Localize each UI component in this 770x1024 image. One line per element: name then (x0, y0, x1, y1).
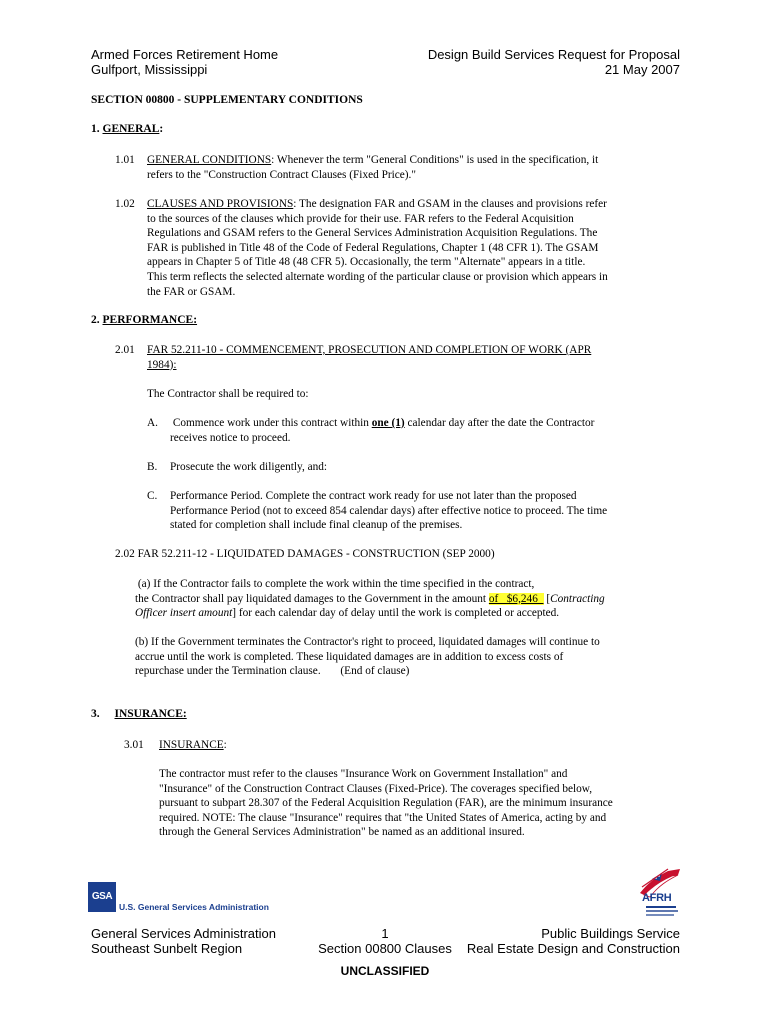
paragraph-2-02-b-line1: (b) If the Government terminates the Contractor's right to proceed, liquidated damages will continue to (135, 636, 600, 648)
header-left (91, 47, 278, 77)
paragraph-1-02-title: CLAUSES AND PROVISIONS (147, 198, 294, 210)
footer-service: Public Buildings Service (541, 926, 680, 941)
paragraph-2-02-a-line1: (a) If the Contractor fails to complete the work within the time specified in the contract, (137, 578, 535, 590)
paragraph-2-02-b-line3: repurchase under the Termination clause. (End of clause) (135, 665, 410, 678)
paragraph-3-01-line: required. NOTE: The clause "Insurance" requires that "the United States of America, acting by and (159, 811, 607, 824)
paragraph-1-02-text: : The designation FAR and GSAM in the clauses and provisions refer (293, 198, 607, 210)
paragraph-3-01-line: pursuant to subpart 28.307 of the Federal Acquisition Regulation (FAR), are the minimum insurance (159, 797, 613, 810)
amount-value: of $6,246 (488, 592, 544, 605)
paragraph-2-02-a (135, 577, 695, 621)
item-a-text-post: calendar day after the date the Contractor (404, 417, 595, 429)
paragraph-1-02-number: 1.02 (115, 198, 135, 210)
gsa-wordmark: U.S. General Services Administration (119, 902, 269, 912)
item-a (170, 416, 680, 445)
paragraph-1-02-line: to the sources of the clauses which provide for their use. FAR refers to the Federal Acquisition (147, 212, 574, 225)
paragraph-2-02-a-line2: the Contractor shall pay liquidated damages to the Government in the amount (135, 592, 489, 605)
item-c-label: C. (147, 490, 158, 502)
paragraph-1-01-text: : Whenever the term "General Conditions" is used in the specification, it (271, 154, 599, 166)
paragraph-2-02-a-italic-2: Officer insert amount (135, 607, 233, 620)
paragraph-3-01-line: through the General Services Administration" be named as an additional insured. (159, 826, 525, 839)
footer-region: Southeast Sunbelt Region (91, 941, 243, 956)
afrh-fine-print-line (646, 910, 678, 912)
paragraph-1-02-line: FAR is published in Title 48 of the Code of Federal Regulations, Chapter 1 (48 CFR 1). The GSAM (147, 241, 599, 254)
paragraph-2-02-heading: 2.02 FAR 52.211-12 - LIQUIDATED DAMAGES - CONSTRUCTION (SEP 2000) (115, 548, 495, 560)
section-2-heading (91, 314, 197, 326)
paragraph-2-01-title-line1: FAR 52.211-10 - COMMENCEMENT, PROSECUTION AND COMPLETION OF WORK (APR (147, 344, 592, 356)
paragraph-2-02-b (135, 635, 695, 679)
paragraph-1-01-line2: refers to the "Construction Contract Clauses (Fixed Price)." (147, 168, 416, 181)
paragraph-1-01-title: GENERAL CONDITIONS (147, 154, 272, 166)
afrh-logo (638, 867, 682, 919)
footer-center (300, 926, 470, 956)
paragraph-1-01 (147, 153, 677, 182)
paragraph-2-02-a-bracket: [ (543, 592, 551, 605)
paragraph-1-02-line: the FAR or GSAM. (147, 285, 236, 298)
paragraph-3-01-colon: : (223, 739, 227, 751)
section-1-colon: : (159, 123, 164, 135)
afrh-wordmark: AFRH (642, 892, 672, 904)
afrh-fine-print-line (646, 906, 676, 908)
classification-marking: UNCLASSIFIED (340, 964, 430, 978)
header-right (428, 47, 680, 77)
paragraph-2-02-a-line3: ] for each calendar day of delay until the work is completed or accepted. (232, 607, 560, 620)
header-document-title: Design Build Services Request for Proposal (427, 47, 680, 62)
paragraph-2-02-b-line2: accrue until the work is completed. These liquidated damages are in addition to excess costs of (135, 650, 564, 663)
item-c-line1: Performance Period. Complete the contract work ready for use not later than the proposed (170, 490, 577, 502)
paragraph-2-01-number: 2.01 (115, 344, 135, 356)
paragraph-1-02-line: Regulations and GSAM refers to the General Services Administration Acquisition Regulations. The (147, 227, 598, 240)
header-date: 21 May 2007 (604, 62, 680, 77)
gsa-mark: GSA (88, 882, 116, 912)
header-location: Gulfport, Mississippi (91, 62, 208, 77)
footer-left (91, 926, 276, 956)
section-2-number: 2. (91, 314, 100, 326)
liquidated-damages-amount (489, 593, 544, 605)
item-a-text-pre: Commence work under this contract within (172, 417, 372, 429)
item-b-text: Prosecute the work diligently, and: (170, 461, 328, 473)
paragraph-2-02-a-italic: Contracting (550, 592, 605, 605)
item-c (170, 489, 685, 533)
item-a-label: A. (147, 417, 158, 429)
page-number: 1 (381, 926, 389, 941)
paragraph-3-01-title: INSURANCE (159, 739, 224, 751)
paragraph-3-01-body (159, 767, 689, 840)
paragraph-2-01-title-line2: 1984): (147, 358, 177, 371)
item-c-line3: stated for completion shall include final cleanup of the premises. (170, 519, 463, 532)
item-c-line2: Performance Period (not to exceed 854 calendar days) after effective notice to proceed. The time (170, 504, 608, 517)
paragraph-3-01-number: 3.01 (124, 739, 144, 751)
item-b-label: B. (147, 461, 158, 473)
section-1-heading (91, 123, 163, 135)
paragraph-3-01-title-wrap (159, 738, 227, 753)
footer-section: Section 00800 Clauses (318, 941, 452, 956)
section-3-number: 3. (91, 708, 100, 720)
paragraph-3-01-line: "Insurance" of the Construction Contract Clauses (Fixed-Price). The coverages specified below, (159, 782, 593, 795)
footer-division: Real Estate Design and Construction (466, 941, 680, 956)
section-2-title: PERFORMANCE: (102, 314, 198, 326)
paragraph-3-01-line: The contractor must refer to the clauses "Insurance Work on Government Installation" and (159, 768, 568, 780)
item-a-line2: receives notice to proceed. (170, 431, 291, 444)
section-1-number: 1. (91, 123, 100, 135)
paragraph-1-02-line: This term reflects the selected alternate wording of the particular clause or provision which appears in (147, 270, 608, 283)
item-a-duration: one (1) (371, 417, 405, 429)
paragraph-1-01-number: 1.01 (115, 154, 135, 166)
paragraph-1-02 (147, 197, 687, 299)
section-title: SECTION 00800 - SUPPLEMENTARY CONDITIONS (91, 94, 363, 106)
header-organization: Armed Forces Retirement Home (91, 47, 279, 62)
paragraph-2-01-intro: The Contractor shall be required to: (147, 388, 309, 400)
section-3-heading (91, 708, 187, 720)
section-1-title: GENERAL (102, 123, 160, 135)
section-3-title: INSURANCE: (114, 708, 187, 720)
paragraph-2-01-title (147, 343, 677, 372)
footer-agency: General Services Administration (91, 926, 276, 941)
paragraph-1-02-line: appears in Chapter 5 of Title 48 (48 CFR 5). Occasionally, the term "Alternate" appears in a title. (147, 256, 586, 269)
afrh-fine-print-line (646, 914, 674, 916)
footer-right (467, 926, 680, 956)
